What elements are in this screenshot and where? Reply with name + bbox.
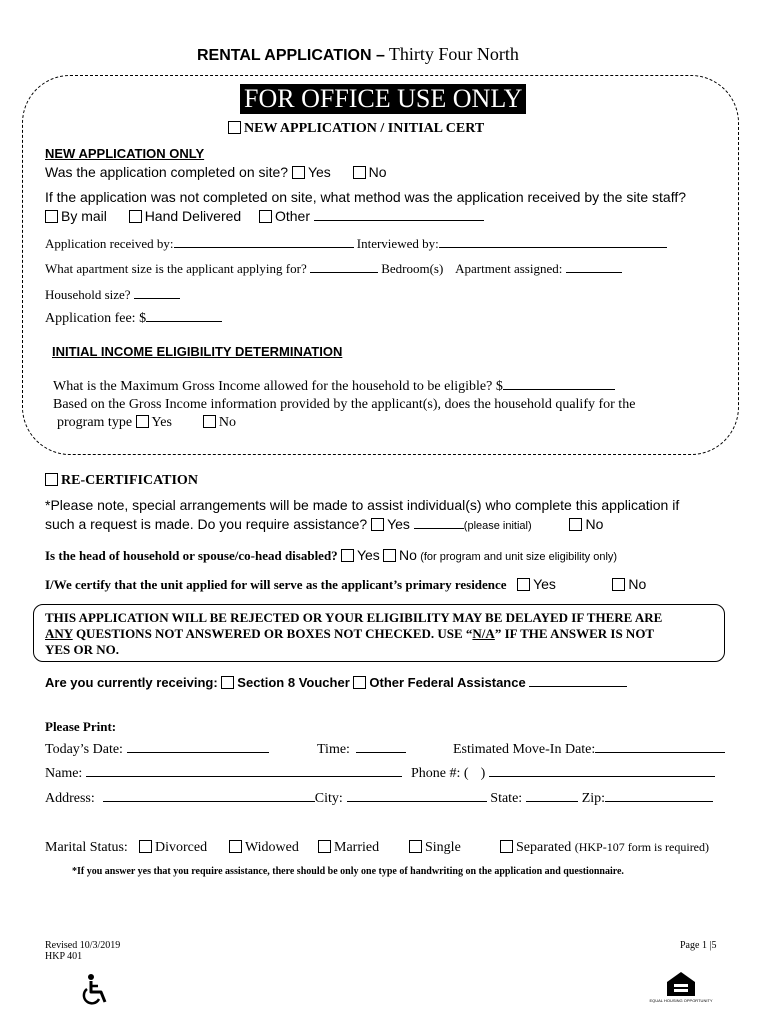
household-size-label: Household size? bbox=[45, 287, 131, 302]
bedrooms-label: Bedroom(s) bbox=[381, 261, 444, 276]
max-income-field[interactable] bbox=[503, 388, 615, 390]
receiving-row bbox=[45, 675, 627, 690]
other-federal-label: Other Federal Assistance bbox=[369, 675, 526, 690]
warning-line-3: YES OR NO. bbox=[45, 642, 120, 657]
move-in-label: Estimated Move-In Date: bbox=[453, 742, 596, 757]
other-method-label: Other bbox=[274, 208, 310, 224]
certify-no-label: No bbox=[628, 576, 647, 592]
max-income-row bbox=[53, 379, 615, 395]
qualify-no-label: No bbox=[218, 415, 237, 430]
widowed-checkbox[interactable] bbox=[229, 840, 242, 853]
separated-checkbox[interactable] bbox=[500, 840, 513, 853]
recert-checkbox[interactable] bbox=[45, 473, 58, 486]
bedroom-count-field[interactable] bbox=[310, 271, 378, 273]
separated-note: (HKP-107 form is required) bbox=[574, 840, 710, 854]
equal-housing-icon bbox=[649, 970, 713, 1006]
assistance-question-row bbox=[45, 516, 603, 532]
move-in-field[interactable] bbox=[595, 751, 725, 753]
hand-delivered-checkbox[interactable] bbox=[129, 210, 142, 223]
other-method-checkbox[interactable] bbox=[259, 210, 272, 223]
other-method-field[interactable] bbox=[314, 219, 484, 221]
hand-delivered-label: Hand Delivered bbox=[144, 208, 242, 224]
phone-label: Phone #: ( bbox=[411, 766, 469, 781]
please-print-heading: Please Print: bbox=[45, 719, 117, 734]
warning-na: N/A bbox=[472, 626, 495, 641]
warning-end: ” IF THE ANSWER IS NOT bbox=[494, 626, 655, 641]
by-mail-label: By mail bbox=[61, 208, 107, 224]
form-id: HKP 401 bbox=[45, 951, 83, 962]
certify-no-checkbox[interactable] bbox=[612, 578, 625, 591]
marital-label: Marital Status: bbox=[45, 840, 128, 855]
qualify-yes-label: Yes bbox=[151, 415, 172, 430]
name-field[interactable] bbox=[86, 775, 402, 777]
date-row bbox=[45, 742, 730, 758]
by-mail-checkbox[interactable] bbox=[45, 210, 58, 223]
completed-on-site-question: Was the application completed on site? bbox=[45, 164, 289, 180]
warning-mid: QUESTIONS NOT ANSWERED OR BOXES NOT CHECKED. USE “ bbox=[72, 626, 473, 641]
new-app-initial-cert-label: NEW APPLICATION / INITIAL CERT bbox=[244, 121, 485, 136]
single-checkbox[interactable] bbox=[409, 840, 422, 853]
divorced-label: Divorced bbox=[155, 840, 208, 855]
method-question: If the application was not completed on site, what method was the application received by the site staff? bbox=[45, 189, 687, 205]
city-field[interactable] bbox=[347, 800, 487, 802]
address-field[interactable] bbox=[103, 800, 315, 802]
completed-on-site-row bbox=[45, 164, 387, 180]
assistance-yes-label: Yes bbox=[387, 516, 410, 532]
separated-label: Separated bbox=[516, 840, 572, 855]
widowed-label: Widowed bbox=[245, 840, 299, 855]
eho-text: EQUAL HOUSING OPPORTUNITY bbox=[649, 998, 713, 1003]
on-site-yes-checkbox[interactable] bbox=[292, 166, 305, 179]
address-label: Address: bbox=[45, 791, 95, 806]
disabled-note: (for program and unit size eligibility only) bbox=[420, 551, 618, 563]
warning-line-1: THIS APPLICATION WILL BE REJECTED OR YOUR ELIGIBILITY MAY BE DELAYED IF THERE ARE bbox=[45, 610, 663, 625]
apt-assigned-field[interactable] bbox=[566, 271, 622, 273]
married-label: Married bbox=[334, 840, 380, 855]
other-federal-field[interactable] bbox=[529, 685, 627, 687]
state-field[interactable] bbox=[526, 800, 578, 802]
disabled-row bbox=[45, 547, 617, 564]
interviewed-by-label: Interviewed by: bbox=[356, 236, 439, 251]
disabled-no-label: No bbox=[399, 547, 417, 563]
app-fee-field[interactable] bbox=[146, 320, 222, 322]
qualify-yes-checkbox[interactable] bbox=[136, 415, 149, 428]
other-federal-checkbox[interactable] bbox=[353, 676, 366, 689]
state-label: State: bbox=[490, 791, 523, 806]
qualify-no-checkbox[interactable] bbox=[203, 415, 216, 428]
new-app-initial-cert-row bbox=[228, 121, 484, 137]
divorced-checkbox[interactable] bbox=[139, 840, 152, 853]
address-row bbox=[45, 791, 730, 807]
zip-label: Zip: bbox=[581, 791, 606, 806]
city-label: City: bbox=[314, 791, 343, 806]
assistance-question: such a request is made. Do you require assistance? bbox=[45, 516, 368, 532]
todays-date-field[interactable] bbox=[127, 751, 269, 753]
single-label: Single bbox=[425, 840, 461, 855]
handwriting-note: *If you answer yes that you require assistance, there should be only one type of handwriting on the application and questionnaire. bbox=[72, 866, 624, 877]
on-site-no-label: No bbox=[368, 164, 387, 180]
apt-size-question: What apartment size is the applicant applying for? bbox=[45, 261, 307, 276]
new-app-initial-cert-checkbox[interactable] bbox=[228, 121, 241, 134]
warning-any: ANY bbox=[45, 626, 73, 641]
receiving-question: Are you currently receiving: bbox=[45, 675, 218, 690]
recert-label: RE-CERTIFICATION bbox=[61, 473, 198, 488]
household-size-field[interactable] bbox=[134, 297, 180, 299]
section8-label: Section 8 Voucher bbox=[237, 675, 350, 690]
wheelchair-icon bbox=[80, 973, 110, 1007]
page-number: Page 1 |5 bbox=[680, 940, 717, 951]
household-size-row bbox=[45, 287, 180, 303]
program-type-label: program type bbox=[57, 415, 133, 430]
received-by-field[interactable] bbox=[174, 246, 354, 248]
please-initial-note: (please initial) bbox=[463, 520, 532, 532]
section8-checkbox[interactable] bbox=[221, 676, 234, 689]
income-heading: INITIAL INCOME ELIGIBILITY DETERMINATION bbox=[52, 344, 343, 359]
certify-yes-checkbox[interactable] bbox=[517, 578, 530, 591]
married-checkbox[interactable] bbox=[318, 840, 331, 853]
office-use-title: FOR OFFICE USE ONLY bbox=[240, 84, 526, 114]
max-income-question: What is the Maximum Gross Income allowed for the household to be eligible? $ bbox=[53, 379, 503, 394]
property-name: Thirty Four North bbox=[388, 44, 519, 64]
disabled-no-checkbox[interactable] bbox=[383, 549, 396, 562]
todays-date-label: Today’s Date: bbox=[45, 742, 123, 757]
assistance-initial-field[interactable] bbox=[414, 527, 464, 529]
on-site-yes-label: Yes bbox=[307, 164, 331, 180]
qualify-question: Based on the Gross Income information provided by the applicant(s), does the household qualify for the bbox=[53, 397, 636, 412]
new-app-only-heading: NEW APPLICATION ONLY bbox=[45, 146, 205, 161]
disabled-question: Is the head of household or spouse/co-head disabled? bbox=[45, 548, 338, 563]
interviewed-by-field[interactable] bbox=[439, 246, 667, 248]
page-title bbox=[197, 44, 519, 65]
assistance-no-label: No bbox=[585, 516, 604, 532]
certify-row bbox=[45, 576, 646, 593]
method-options-row bbox=[45, 208, 484, 224]
zip-field[interactable] bbox=[605, 800, 713, 802]
name-label: Name: bbox=[45, 766, 83, 781]
received-by-label: Application received by: bbox=[45, 236, 174, 251]
assistance-yes-checkbox[interactable] bbox=[371, 518, 384, 531]
app-fee-label: Application fee: $ bbox=[45, 311, 147, 326]
time-label: Time: bbox=[317, 742, 350, 757]
certify-yes-label: Yes bbox=[533, 576, 556, 592]
assistance-no-checkbox[interactable] bbox=[569, 518, 582, 531]
received-by-row bbox=[45, 236, 667, 252]
disabled-yes-checkbox[interactable] bbox=[341, 549, 354, 562]
app-fee-row bbox=[45, 311, 222, 327]
assistance-note: *Please note, special arrangements will be made to assist individual(s) who complete this application if bbox=[45, 497, 680, 513]
recert-row bbox=[45, 473, 198, 489]
disabled-yes-label: Yes bbox=[356, 547, 380, 563]
phone-close: ) bbox=[480, 766, 486, 781]
title-text: RENTAL APPLICATION – bbox=[197, 47, 385, 64]
program-type-row bbox=[57, 415, 236, 431]
revised-date: Revised 10/3/2019 bbox=[45, 940, 121, 951]
time-field[interactable] bbox=[356, 751, 406, 753]
phone-field[interactable] bbox=[489, 775, 715, 777]
on-site-no-checkbox[interactable] bbox=[353, 166, 366, 179]
name-row bbox=[45, 766, 730, 782]
apt-size-row bbox=[45, 261, 622, 277]
apt-assigned-label: Apartment assigned: bbox=[455, 261, 563, 276]
warning-line-2 bbox=[45, 626, 654, 642]
marital-row bbox=[45, 840, 730, 856]
certify-text: I/We certify that the unit applied for will serve as the applicant’s primary residence bbox=[45, 577, 507, 592]
